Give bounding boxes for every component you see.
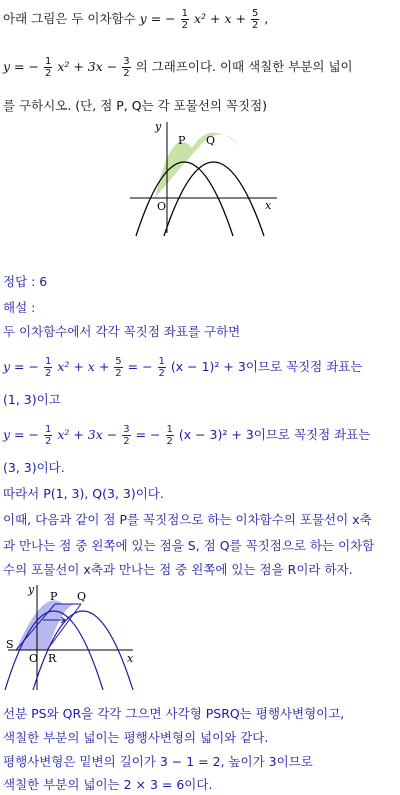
solution-line-1: 두 이차함수에서 각각 꼭짓점 좌표를 구하면 (3, 324, 241, 339)
equation-part: x² + 3x − (57, 427, 118, 442)
solution-label: 해설 : (3, 300, 36, 315)
solution-line-5: (3, 3)이다. (3, 460, 65, 475)
equation-part: (x − 3)² + 3이므로 꼭짓점 좌표는 (178, 427, 371, 442)
solution-line-7: 이때, 다음과 같이 점 P를 꼭짓점으로 하는 이차함수의 포물선이 x축 (3, 512, 372, 527)
y-label: y (28, 583, 35, 596)
problem-line-1 (3, 8, 268, 31)
shaded-region (155, 132, 240, 198)
answer-label: 정답 : 6 (3, 274, 48, 289)
fraction: $\frac{3}{2}$ (123, 56, 130, 79)
fraction: $\frac{3}{2}$ (123, 424, 130, 447)
origin-label: O (29, 652, 39, 665)
fraction: $\frac{1}{2}$ (181, 8, 188, 31)
equation-part: y = − (3, 427, 39, 442)
equation-part: (x − 1)² + 3이므로 꼭짓점 좌표는 (170, 359, 363, 374)
figure-2-graph (3, 582, 153, 692)
figure-1-graph (122, 118, 302, 238)
equation-part: = − (135, 427, 161, 442)
equation-part: x² + 3x − (57, 59, 118, 74)
solution-line-4 (3, 424, 370, 447)
point-p-label: P (178, 134, 186, 147)
point-p-label: P (50, 590, 58, 603)
fraction: $\frac{1}{2}$ (158, 356, 165, 379)
equation-part: x² + x + (57, 359, 110, 374)
solution-line-10: 선분 PS와 QR을 각각 그으면 사각형 PSRQ는 평행사변형이고, (3, 706, 345, 721)
fraction: $\frac{1}{2}$ (166, 424, 173, 447)
origin-label: O (157, 200, 167, 213)
point-q-label: Q (206, 134, 216, 147)
equation-part: y = − (139, 11, 176, 26)
problem-line-3: 를 구하시오. (단, 점 P, Q는 각 포물선의 꼭짓점) (3, 98, 268, 113)
problem-text: 아래 그림은 두 이차함수 (3, 11, 136, 26)
fraction: $\frac{1}{2}$ (44, 56, 52, 79)
punctuation: , (264, 11, 269, 26)
solution-line-9: 수의 포물선이 x축과 만나는 점 중 왼쪽에 있는 점을 R이라 하자. (3, 562, 353, 577)
x-label: x (127, 652, 134, 665)
x-label: x (265, 199, 272, 212)
equation-part: x² + x + (193, 11, 246, 26)
parallelogram-region (16, 600, 78, 650)
fraction: $\frac{1}{2}$ (44, 356, 52, 379)
parabola-q (164, 162, 264, 236)
point-s-label: S (6, 638, 14, 651)
equation-part: = − (127, 359, 153, 374)
point-r-label: R (48, 652, 57, 665)
solution-line-3: (1, 3)이고 (3, 392, 61, 407)
solution-line-8: 과 만나는 점 중 왼쪽에 있는 점을 S, 점 Q를 꼭짓점으로 하는 이차함 (3, 538, 375, 553)
y-label: y (155, 120, 162, 133)
problem-line-2 (3, 56, 353, 79)
problem-text: 의 그래프이다. 이때 색칠한 부분의 넓이 (135, 59, 353, 74)
solution-line-12: 평행사변형은 밑변의 길이가 3 − 1 = 2, 높이가 3이므로 (3, 754, 313, 769)
solution-line-11: 색칠한 부분의 넓이는 평행사변형의 넓이와 같다. (3, 730, 269, 745)
solution-line-6: 따라서 P(1, 3), Q(3, 3)이다. (3, 486, 164, 501)
parabola-p (136, 162, 233, 236)
fraction: $\frac{1}{2}$ (44, 424, 52, 447)
equation-part: y = − (3, 359, 39, 374)
fraction: $\frac{5}{2}$ (251, 8, 259, 31)
equation-part: y = − (3, 59, 39, 74)
solution-line-2 (3, 356, 362, 379)
fraction: $\frac{5}{2}$ (115, 356, 122, 379)
solution-line-13: 색칠한 부분의 넓이는 2 × 3 = 6이다. (3, 777, 213, 792)
point-q-label: Q (77, 590, 87, 603)
